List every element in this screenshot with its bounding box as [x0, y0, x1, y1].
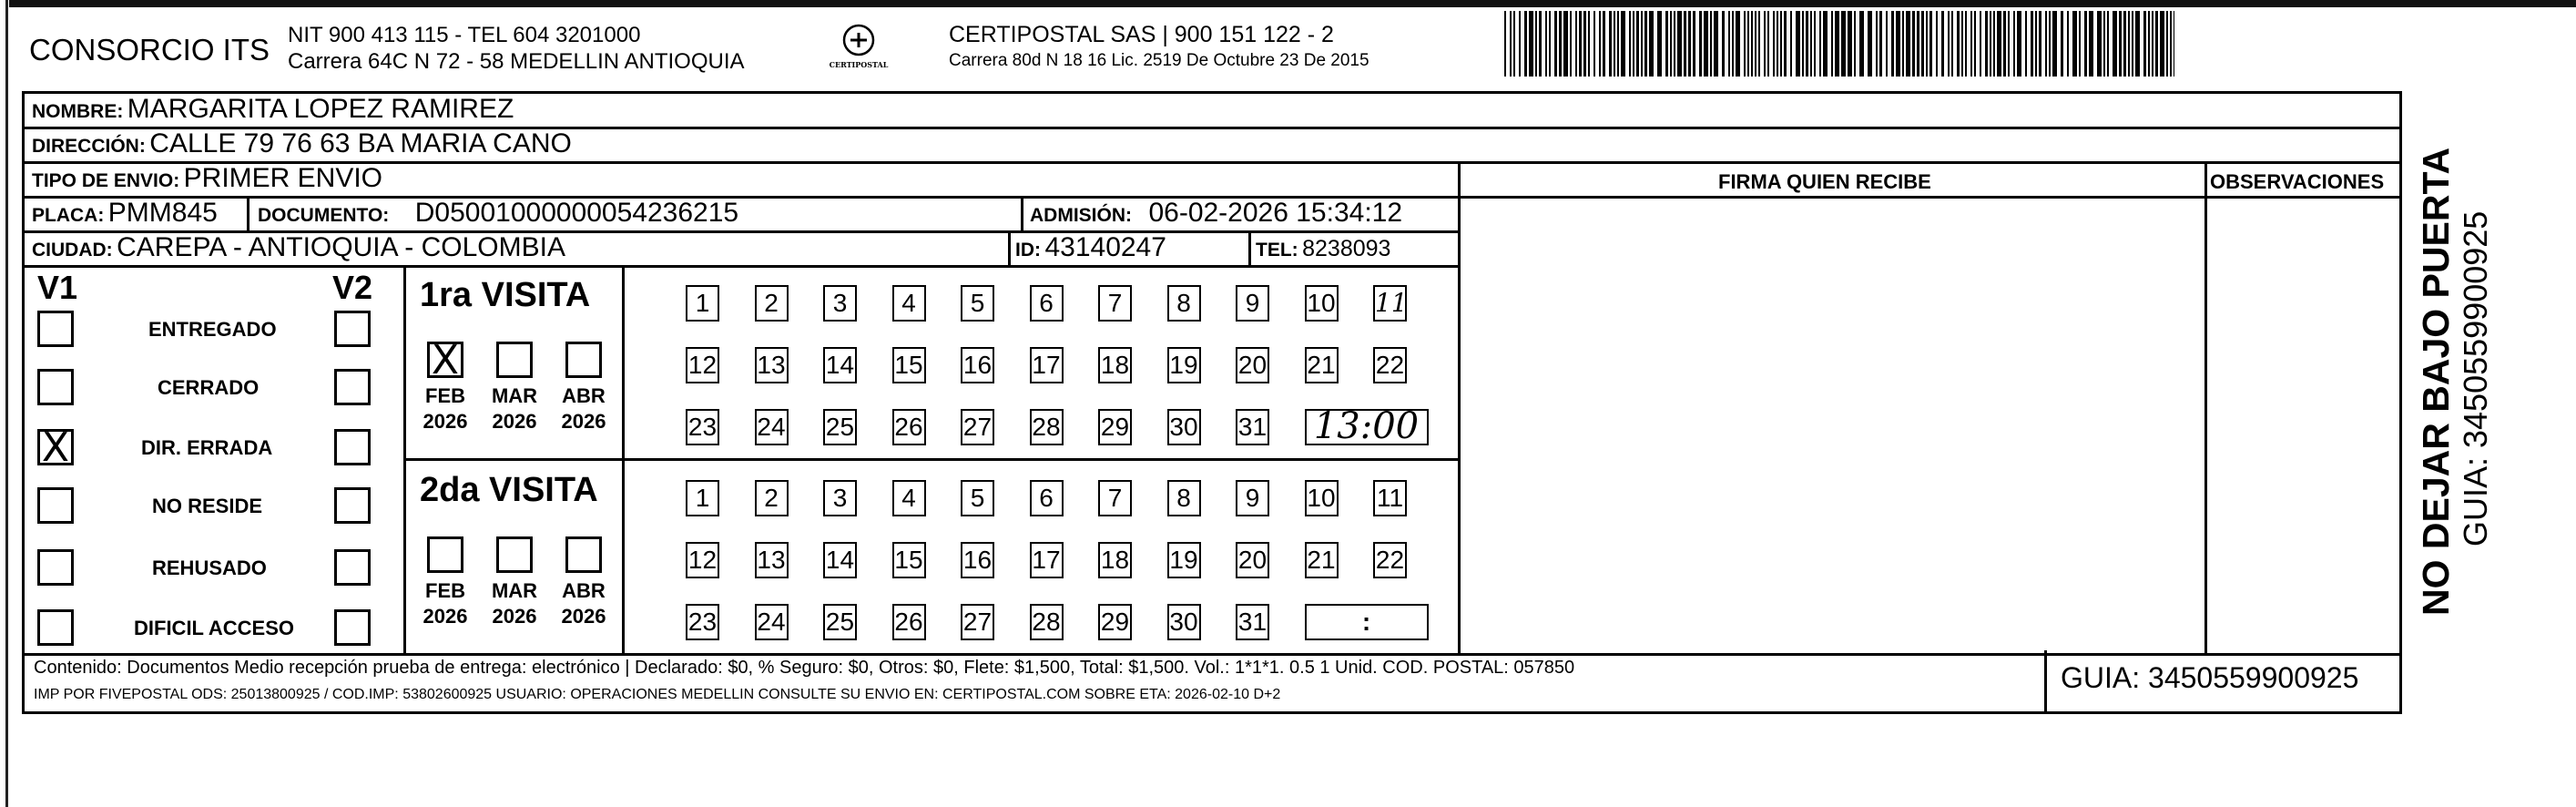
divider	[247, 196, 249, 230]
month-name: FEB	[425, 384, 465, 407]
day-box[interactable]: 3	[823, 480, 857, 516]
month-label	[418, 383, 473, 434]
recipient-address: CALLE 79 76 63 BA MARIA CANO	[149, 128, 572, 158]
day-box[interactable]: 2	[755, 480, 789, 516]
status-label: NO RESIDE	[152, 495, 263, 517]
company-address: Carrera 64C N 72 - 58 MEDELLIN ANTIOQUIA	[288, 49, 745, 74]
day-box[interactable]: 23	[686, 604, 719, 640]
day-box[interactable]: 6	[1030, 285, 1064, 322]
month-checkbox[interactable]	[427, 536, 463, 573]
company-nit: NIT 900 413 115 - TEL 604 3201000	[288, 23, 641, 47]
tel-label: TEL:	[1256, 240, 1298, 260]
city-field	[32, 232, 565, 263]
day-box[interactable]: 16	[961, 542, 994, 578]
v1-label: V1	[37, 269, 78, 306]
day-box[interactable]: 31	[1236, 409, 1269, 445]
carrier-name: CERTIPOSTAL SAS | 900 151 122 - 2	[949, 22, 1334, 47]
day-box[interactable]: 20	[1236, 542, 1269, 578]
document-field	[258, 198, 738, 229]
first-visit-title: 1ra VISITA	[420, 276, 591, 314]
day-box[interactable]: 19	[1167, 347, 1201, 383]
status-label: REHUSADO	[152, 557, 267, 579]
day-box[interactable]: 27	[961, 604, 994, 640]
day-box[interactable]: 17	[1030, 347, 1064, 383]
status-label: DIFICIL ACCESO	[134, 617, 295, 639]
divider	[403, 265, 406, 653]
side-guide: GUIA: 3450559900925	[2457, 210, 2494, 547]
footer-contents: Contenido: Documentos Medio recepción prueba de entrega: electrónico | Declarado: $0, % Seguro: $0, Otros: $0, Flete: $1,500, Total: $1,500. Vol.: 1*1*1. 0.5 1 Unid. COD. POSTAL: 057850	[34, 658, 1575, 678]
day-box[interactable]: 15	[892, 542, 926, 578]
v1-checkbox[interactable]	[37, 311, 74, 347]
month-checkbox[interactable]	[496, 536, 533, 573]
day-box[interactable]: 24	[755, 604, 789, 640]
day-box[interactable]: 5	[961, 285, 994, 322]
day-box[interactable]: 8	[1167, 480, 1201, 516]
city-value: CAREPA - ANTIOQUIA - COLOMBIA	[117, 232, 565, 262]
admission-field	[1030, 198, 1402, 229]
day-box[interactable]: 6	[1030, 480, 1064, 516]
month-checkbox[interactable]	[427, 337, 463, 383]
divider	[1248, 230, 1251, 265]
divider	[1458, 161, 1461, 653]
plate-value: PMM845	[107, 198, 218, 228]
address-row	[32, 128, 572, 159]
name-label: NOMBRE:	[32, 101, 124, 122]
day-box[interactable]: 4	[892, 480, 926, 516]
day-box[interactable]: 11	[1373, 480, 1407, 516]
day-box[interactable]: 9	[1236, 285, 1269, 322]
day-box[interactable]: 22	[1373, 542, 1407, 578]
v2-checkbox[interactable]	[334, 609, 371, 646]
admission-value: 06-02-2026 15:34:12	[1148, 198, 1403, 228]
month-name: FEB	[425, 579, 465, 602]
day-box[interactable]: 12	[686, 542, 719, 578]
divider	[2044, 650, 2047, 711]
day-box[interactable]: 5	[961, 480, 994, 516]
day-box[interactable]: 10	[1305, 480, 1339, 516]
day-box[interactable]: 24	[755, 409, 789, 445]
month-name: ABR	[562, 579, 606, 602]
day-box[interactable]: 14	[823, 347, 857, 383]
day-box[interactable]: 3	[823, 285, 857, 322]
delivery-form	[22, 91, 2402, 656]
v2-checkbox[interactable]	[334, 369, 371, 405]
day-box[interactable]: 11	[1373, 285, 1407, 322]
certipostal-logo	[827, 22, 891, 75]
side-warning: NO DEJAR BAJO PUERTA	[2415, 147, 2457, 616]
document-label: DOCUMENTO:	[258, 205, 390, 226]
v1-checkbox[interactable]	[37, 549, 74, 586]
divider	[2204, 161, 2207, 653]
recipient-name: MARGARITA LOPEZ RAMIREZ	[127, 94, 514, 124]
month-year: 2026	[492, 410, 537, 433]
month-checkbox[interactable]	[565, 342, 602, 378]
admission-label: ADMISIÓN:	[1030, 205, 1132, 226]
day-box[interactable]: 28	[1030, 409, 1064, 445]
shipment-type: PRIMER ENVIO	[183, 163, 383, 193]
plate-field	[32, 198, 218, 229]
month-checkbox[interactable]	[565, 536, 602, 573]
footer-guide: GUIA: 3450559900925	[2061, 661, 2359, 694]
company-name: CONSORCIO ITS	[29, 33, 270, 66]
day-box[interactable]: 15	[892, 347, 926, 383]
month-label	[556, 383, 611, 434]
month-year: 2026	[423, 605, 468, 628]
month-label	[487, 383, 542, 434]
status-label: DIR. ERRADA	[141, 436, 273, 459]
month-year: 2026	[492, 605, 537, 628]
v1-checkbox[interactable]	[37, 424, 74, 471]
day-box[interactable]: 14	[823, 542, 857, 578]
x-mark: X	[41, 424, 70, 471]
day-box[interactable]: 21	[1305, 347, 1339, 383]
id-label: ID:	[1015, 240, 1041, 260]
day-box[interactable]: 28	[1030, 604, 1064, 640]
month-name: MAR	[491, 579, 538, 602]
month-year: 2026	[561, 410, 606, 433]
day-box[interactable]: 8	[1167, 285, 1201, 322]
v2-checkbox[interactable]	[334, 429, 371, 465]
divider	[1021, 196, 1023, 230]
company-info	[288, 22, 745, 75]
day-box[interactable]: 4	[892, 285, 926, 322]
second-visit-title: 2da VISITA	[420, 471, 598, 509]
signature-header: FIRMA QUIEN RECIBE	[1718, 170, 1931, 193]
divider	[1008, 230, 1011, 265]
day-box[interactable]: 29	[1098, 604, 1132, 640]
footer-print-info: IMP POR FIVEPOSTAL ODS: 25013800925 / COD.IMP: 53802600925 USUARIO: OPERACIONES MEDELLIN CONSULTE SU ENVIO EN: CERTIPOSTAL.COM SOBRE ETA: 2026-02-10 D+2	[34, 687, 1281, 702]
v2-checkbox[interactable]	[334, 487, 371, 524]
plate-label: PLACA:	[32, 205, 105, 226]
status-label: CERRADO	[158, 376, 260, 399]
day-box[interactable]: 17	[1030, 542, 1064, 578]
day-box[interactable]: 2	[755, 285, 789, 322]
v2-label: V2	[332, 269, 373, 306]
top-border	[9, 0, 2576, 7]
v2-checkbox[interactable]	[334, 549, 371, 586]
id-field	[1015, 232, 1166, 263]
day-box[interactable]: 26	[892, 409, 926, 445]
footer-box	[22, 650, 2402, 714]
tel-value: 8238093	[1302, 236, 1391, 261]
first-visit-time[interactable]: 13:00	[1305, 409, 1429, 445]
divider	[25, 265, 1458, 268]
status-label: ENTREGADO	[148, 318, 277, 341]
day-box[interactable]: 30	[1167, 604, 1201, 640]
divider	[403, 458, 1458, 461]
day-box[interactable]: 10	[1305, 285, 1339, 322]
logo-text: CERTIPOSTAL	[829, 60, 889, 69]
month-year: 2026	[561, 605, 606, 628]
day-box[interactable]: 25	[823, 409, 857, 445]
day-box[interactable]: 31	[1236, 604, 1269, 640]
day-box[interactable]: 16	[961, 347, 994, 383]
month-checkbox[interactable]	[496, 342, 533, 378]
city-label: CIUDAD:	[32, 240, 113, 260]
day-box[interactable]: 18	[1098, 542, 1132, 578]
day-box[interactable]: 25	[823, 604, 857, 640]
tel-field	[1256, 236, 1390, 262]
month-label	[556, 578, 611, 629]
day-box[interactable]: 27	[961, 409, 994, 445]
day-box[interactable]: 12	[686, 347, 719, 383]
month-name: ABR	[562, 384, 606, 407]
day-box[interactable]: 19	[1167, 542, 1201, 578]
month-name: MAR	[491, 384, 538, 407]
month-label	[418, 578, 473, 629]
day-box[interactable]: 26	[892, 604, 926, 640]
second-visit-time[interactable]: :	[1305, 604, 1429, 640]
day-box[interactable]: 20	[1236, 347, 1269, 383]
day-box[interactable]: 1	[686, 480, 719, 516]
v2-checkbox[interactable]	[334, 311, 371, 347]
x-mark: X	[431, 337, 460, 383]
month-label	[487, 578, 542, 629]
day-box[interactable]: 29	[1098, 409, 1132, 445]
left-border	[5, 0, 8, 807]
barcode	[1504, 11, 2174, 77]
v1-checkbox[interactable]	[37, 609, 74, 646]
month-year: 2026	[423, 410, 468, 433]
day-box[interactable]: 18	[1098, 347, 1132, 383]
type-label: TIPO DE ENVIO:	[32, 170, 180, 191]
address-label: DIRECCIÓN:	[32, 136, 146, 157]
day-box[interactable]: 30	[1167, 409, 1201, 445]
v1-checkbox[interactable]	[37, 369, 74, 405]
type-row	[32, 163, 382, 194]
day-box[interactable]: 13	[755, 542, 789, 578]
observations-header: OBSERVACIONES	[2210, 170, 2385, 193]
day-box[interactable]: 7	[1098, 480, 1132, 516]
day-box[interactable]: 7	[1098, 285, 1132, 322]
day-box[interactable]: 9	[1236, 480, 1269, 516]
day-box[interactable]: 13	[755, 347, 789, 383]
carrier-address: Carrera 80d N 18 16 Lic. 2519 De Octubre 23 De 2015	[949, 51, 1369, 70]
day-box[interactable]: 1	[686, 285, 719, 322]
day-box[interactable]: 21	[1305, 542, 1339, 578]
v1-checkbox[interactable]	[37, 487, 74, 524]
day-box[interactable]: 22	[1373, 347, 1407, 383]
name-row	[32, 94, 514, 125]
divider	[622, 265, 625, 653]
day-box[interactable]: 23	[686, 409, 719, 445]
document-value: D05001000000054236215	[414, 198, 739, 228]
id-value: 43140247	[1044, 232, 1166, 262]
